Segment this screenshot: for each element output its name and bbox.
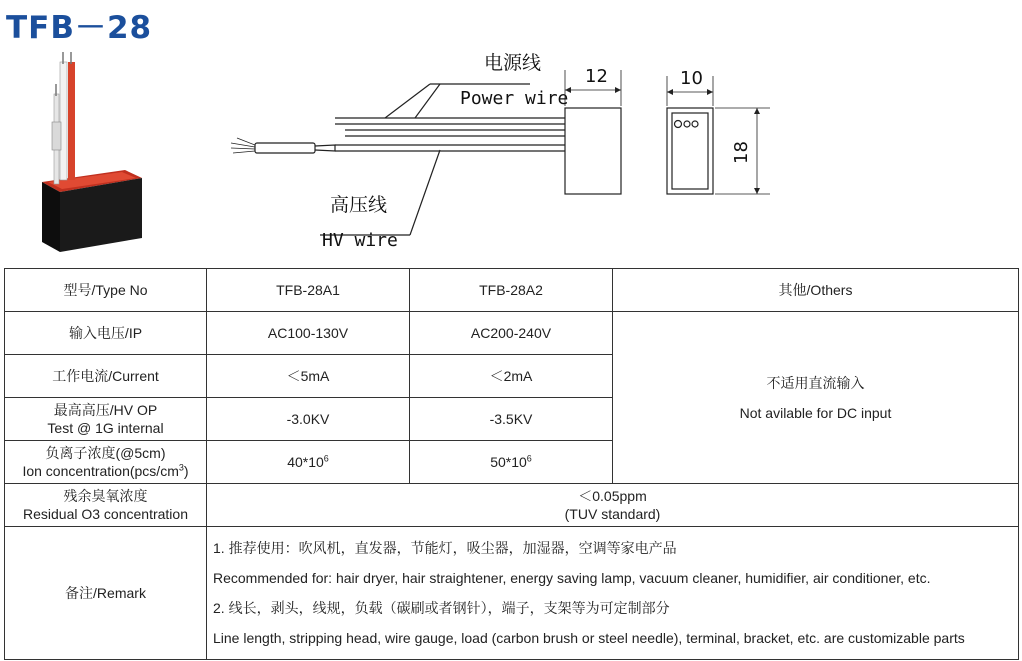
remark-line: 1. 推荐使用：吹风机，直发器，节能灯，吸尘器，加湿器，空调等家电产品 [213, 540, 677, 556]
dim-height: 18 [730, 141, 752, 164]
hv-b: -3.5KV [410, 398, 613, 441]
ip-label: 输入电压/IP [5, 312, 207, 355]
table-row [5, 527, 1019, 660]
power-wire-label-en: Power wire [460, 88, 569, 109]
product-photo [30, 52, 160, 257]
page-title: TFB－28 [6, 10, 153, 46]
table-row [5, 269, 1019, 312]
ip-a: AC100-130V [207, 312, 410, 355]
others-note [613, 312, 1019, 484]
table-row [5, 484, 1019, 527]
ion-b [410, 441, 613, 484]
remark-content [207, 527, 1019, 660]
product-figure [0, 0, 1022, 265]
ozone-value-line1: ＜0.05ppm [578, 488, 647, 504]
hv-wire-label-en: HV wire [322, 230, 398, 251]
current-a: ＜5mA [207, 355, 410, 398]
ozone-label [5, 484, 207, 527]
model-a: TFB-28A1 [207, 269, 410, 312]
spec-table [4, 268, 1019, 660]
hv-label [5, 398, 207, 441]
ion-a-base: 40*10 [287, 454, 324, 470]
hv-a: -3.0KV [207, 398, 410, 441]
hv-label-line1: 最高高压/HV OP [53, 402, 158, 418]
ion-b-exp: 6 [526, 453, 532, 464]
table-row [5, 312, 1019, 355]
others-cn: 不适用直流输入 [766, 374, 865, 391]
ozone-label-line2: Residual O3 concentration [23, 506, 188, 522]
ion-a-exp: 6 [323, 453, 329, 464]
type-no-label: 型号/Type No [5, 269, 207, 312]
ion-label [5, 441, 207, 484]
remark-line: 2. 线长，剥头，线规，负载（碳刷或者钢针），端子，支架等为可定制部分 [213, 600, 670, 616]
ion-label-line1: 负离子浓度(@5cm) [45, 445, 166, 461]
power-wire-label-cn: 电源线 [484, 52, 542, 74]
ozone-label-line1: 残余臭氧浓度 [63, 488, 148, 504]
ion-label-sup: 3 [178, 462, 184, 473]
dim-length: 12 [585, 66, 608, 87]
ion-label-close: ) [183, 463, 189, 479]
current-b: ＜2mA [410, 355, 613, 398]
model-b: TFB-28A2 [410, 269, 613, 312]
ion-label-text: Ion concentration(pcs/cm [22, 463, 179, 479]
ip-b: AC200-240V [410, 312, 613, 355]
current-label: 工作电流/Current [5, 355, 207, 398]
ion-a [207, 441, 410, 484]
ozone-value-line2: (TUV standard) [564, 506, 661, 522]
ozone-value [207, 484, 1019, 527]
others-en: Not avilable for DC input [739, 404, 892, 421]
hv-wire-label-cn: 高压线 [330, 194, 388, 216]
hv-label-line2: Test @ 1G internal [47, 420, 164, 436]
ion-label-line2 [9, 462, 202, 480]
others-header: 其他/Others [613, 269, 1019, 312]
remark-line: Recommended for: hair dryer, hair straightener, energy saving lamp, vacuum cleaner, humidifier, air conditioner, etc. [213, 570, 931, 586]
dim-width: 10 [680, 68, 703, 89]
remark-label: 备注/Remark [5, 527, 207, 660]
remark-line: Line length, stripping head, wire gauge, load (carbon brush or steel needle), terminal, bracket, etc. are customizable parts [213, 630, 965, 646]
ion-b-base: 50*10 [490, 454, 527, 470]
